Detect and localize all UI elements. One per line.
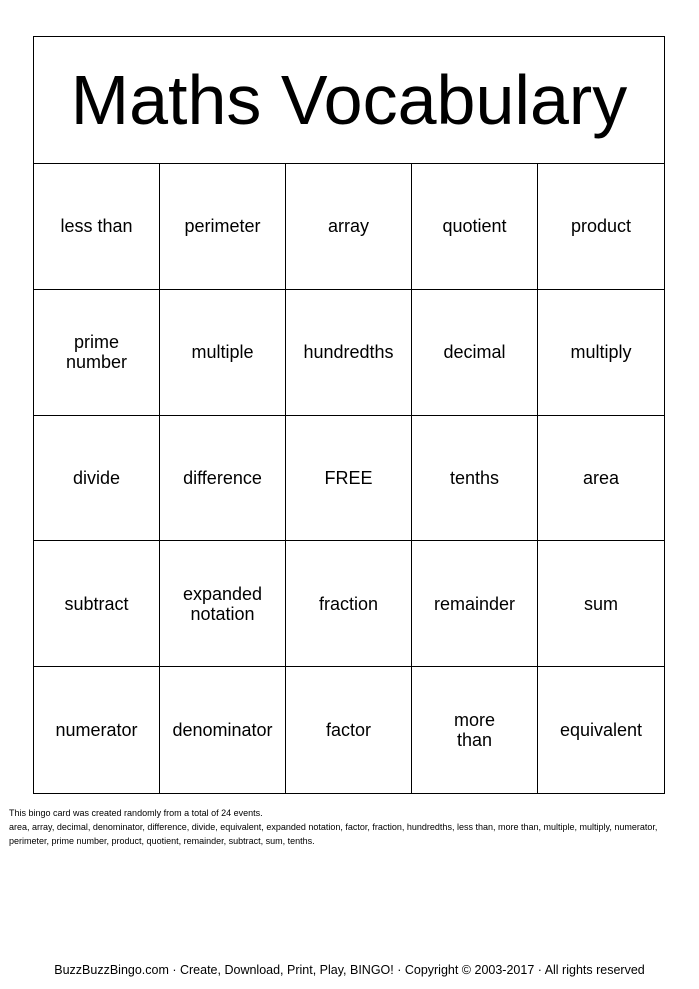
bingo-cell xyxy=(412,164,538,290)
bingo-grid xyxy=(34,164,664,793)
bingo-cell xyxy=(286,164,412,290)
bingo-card xyxy=(33,36,665,794)
cell-line: remainder xyxy=(433,593,516,614)
bingo-cell xyxy=(412,541,538,667)
bingo-cell xyxy=(538,667,664,793)
cell-line: than xyxy=(456,730,493,751)
bingo-cell xyxy=(412,290,538,416)
cell-line: numerator xyxy=(55,720,138,741)
bingo-cell xyxy=(286,290,412,416)
free-space-cell xyxy=(286,416,412,542)
bingo-cell xyxy=(160,667,286,793)
bingo-cell xyxy=(286,541,412,667)
cell-line: divide xyxy=(72,467,121,488)
cell-line: notation xyxy=(190,603,255,624)
cell-line: number xyxy=(65,352,128,373)
cell-line: multiple xyxy=(191,342,254,363)
bingo-cell xyxy=(160,290,286,416)
footer-copyright: BuzzBuzzBingo.com · Create, Download, Print, Play, BINGO! · Copyright © 2003-2017 · All rights reserved xyxy=(54,963,645,977)
bingo-cell xyxy=(538,290,664,416)
cell-line: array xyxy=(327,216,369,237)
bingo-cell xyxy=(538,416,664,542)
cell-line: subtract xyxy=(64,593,129,614)
bingo-cell xyxy=(34,164,160,290)
info-summary: This bingo card was created randomly from a total of 24 events. xyxy=(9,808,263,818)
bingo-cell xyxy=(538,541,664,667)
cell-line: prime xyxy=(73,332,119,353)
cell-line: sum xyxy=(583,593,618,614)
cell-line: FREE xyxy=(324,467,373,488)
card-title: Maths Vocabulary xyxy=(34,37,664,164)
cell-line: difference xyxy=(183,467,262,488)
cell-line: multiply xyxy=(570,342,632,363)
cell-line: expanded xyxy=(182,583,263,604)
bingo-cell xyxy=(286,667,412,793)
bingo-cell xyxy=(538,164,664,290)
bingo-cell xyxy=(34,290,160,416)
cell-line: tenths xyxy=(449,467,500,488)
cell-line: perimeter xyxy=(184,216,261,237)
info-event-list: area, array, decimal, denominator, difference, divide, equivalent, expanded notation, factor, fraction, hundredths, less than, more than, multiple, multiply, numerator, perimeter, prime number, product, quotient, remainder, subtract, sum, tenths. xyxy=(9,822,658,846)
cell-line: fraction xyxy=(318,593,379,614)
cell-line: equivalent xyxy=(559,720,643,741)
cell-line: more xyxy=(453,710,495,731)
cell-line: factor xyxy=(325,720,372,741)
cell-line: denominator xyxy=(172,720,273,741)
bingo-cell xyxy=(34,541,160,667)
card-info xyxy=(9,806,669,848)
cell-line: quotient xyxy=(442,216,507,237)
cell-line: area xyxy=(582,467,620,488)
cell-line: decimal xyxy=(443,342,506,363)
bingo-cell xyxy=(160,541,286,667)
bingo-cell xyxy=(412,416,538,542)
bingo-cell xyxy=(412,667,538,793)
bingo-cell xyxy=(160,416,286,542)
cell-line: hundredths xyxy=(303,342,394,363)
bingo-cell xyxy=(34,667,160,793)
bingo-cell xyxy=(160,164,286,290)
cell-line: less than xyxy=(60,216,133,237)
cell-line: product xyxy=(570,216,632,237)
bingo-cell xyxy=(34,416,160,542)
